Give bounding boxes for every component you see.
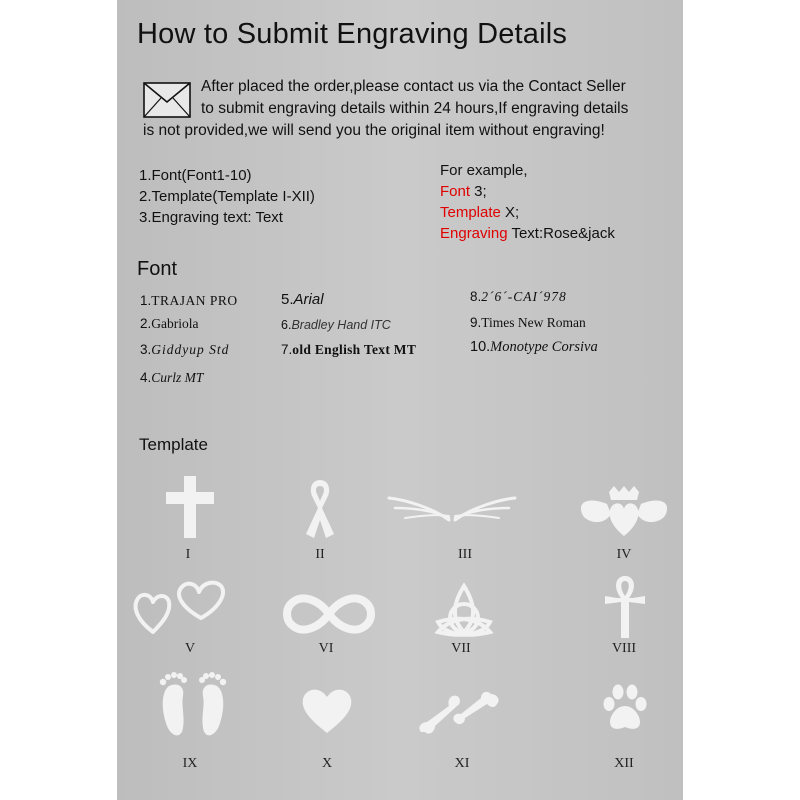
font-name: old English Text MT (292, 342, 417, 357)
font-option-2 (140, 316, 199, 332)
font-number: 7. (281, 342, 293, 357)
intro-line-2: to submit engraving details within 24 hours,If engraving details (201, 100, 629, 117)
intro-line-3: is not provided,we will send you the original item without engraving! (143, 122, 605, 139)
step-font: 1.Font(Font1-10) (139, 167, 252, 184)
template-label-6: VI (318, 641, 334, 656)
example-heading: For example, (440, 162, 528, 179)
font-section-heading: Font (137, 258, 178, 280)
font-option-9 (470, 315, 586, 331)
font-option-4 (140, 370, 203, 386)
font-option-7 (281, 342, 416, 358)
font-number: 8. (470, 289, 482, 304)
font-number: 1. (140, 293, 152, 308)
claddagh-icon (579, 484, 669, 540)
template-label-1: I (185, 547, 191, 562)
template-label-2: II (315, 547, 325, 562)
font-name: Arial (293, 291, 324, 308)
cross-icon (166, 476, 214, 538)
ankh-icon (605, 574, 645, 638)
font-name: Gabriola (151, 316, 199, 331)
steps-list (139, 165, 315, 228)
ribbon-icon (300, 476, 340, 540)
wings-icon (387, 490, 517, 524)
font-name: Curlz MT (151, 370, 204, 385)
font-name: Times New Roman (481, 315, 586, 330)
heart-icon (301, 687, 353, 735)
font-option-10 (470, 339, 598, 356)
example-engraving-keyword: Engraving (440, 225, 508, 242)
font-number: 4. (140, 370, 152, 385)
step-engraving-text: 3.Engraving text: Text (139, 209, 283, 226)
template-section-heading: Template (139, 435, 208, 454)
example-template-line (440, 202, 615, 223)
font-name: Bradley Hand ITC (291, 318, 391, 332)
engraving-instructions-panel (117, 0, 683, 800)
template-label-3: III (458, 547, 472, 562)
font-option-8 (470, 289, 567, 305)
step-template: 2.Template(Template I-XII) (139, 188, 315, 205)
font-name: Giddyup Std (151, 342, 230, 357)
bone-icon (417, 688, 501, 736)
trinity-knot-icon (434, 582, 494, 638)
font-number: 10. (470, 339, 491, 355)
example-engraving-value: Text:Rose&jack (507, 225, 615, 242)
example-template-keyword: Template (440, 204, 501, 221)
template-label-11: XI (454, 756, 470, 771)
font-name: TRAJAN PRO (151, 293, 238, 308)
template-label-8: VIII (611, 641, 637, 656)
envelope-icon (143, 82, 191, 118)
template-label-10: X (321, 756, 333, 771)
font-number: 9. (470, 315, 482, 330)
font-option-1 (140, 293, 238, 309)
example-font-keyword: Font (440, 183, 471, 200)
template-label-4: IV (616, 547, 632, 562)
template-label-9: IX (182, 756, 198, 771)
footprints-icon (155, 670, 231, 742)
intro-line-1: After placed the order,please contact us via the Contact Seller (201, 78, 626, 95)
double-heart-icon (131, 578, 231, 634)
font-option-3 (140, 342, 229, 358)
infinity-icon (283, 590, 375, 638)
example-template-value: X; (500, 204, 520, 221)
template-label-5: V (184, 641, 196, 656)
font-number: 2. (140, 316, 152, 331)
font-option-6 (281, 318, 391, 332)
font-number: 3. (140, 342, 152, 357)
font-option-5 (281, 291, 324, 308)
example-font-line (440, 181, 615, 202)
template-label-12: XII (614, 756, 634, 771)
example-block (440, 160, 615, 244)
template-label-7: VII (451, 641, 471, 656)
example-font-value: 3; (470, 183, 487, 200)
paw-icon (602, 684, 648, 732)
example-engraving-line (440, 223, 615, 244)
font-number: 6. (281, 318, 292, 332)
font-name: Monotype Corsiva (490, 339, 598, 355)
page-title: How to Submit Engraving Details (137, 18, 568, 50)
font-name: 2´6´-CAI´978 (481, 289, 567, 304)
font-number: 5. (281, 291, 294, 308)
